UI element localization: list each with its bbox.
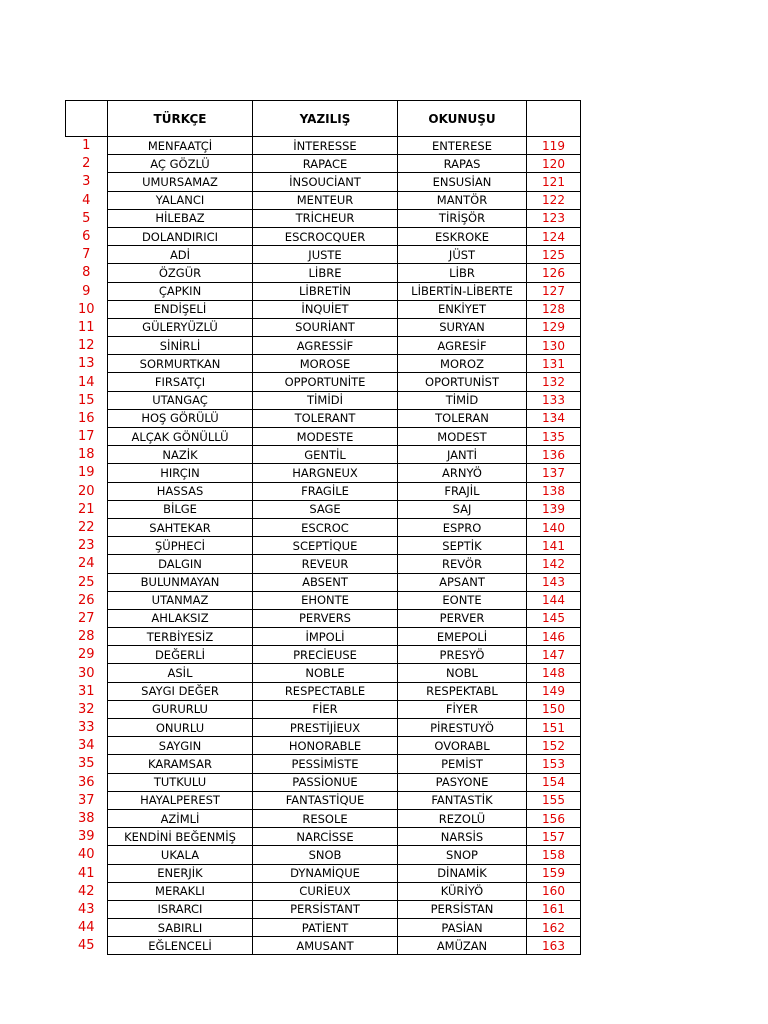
page-number: 130 [527, 337, 581, 355]
turkish-word: EĞLENCELİ [108, 937, 253, 955]
turkish-word: MENFAATÇİ [108, 137, 253, 155]
page-number: 139 [527, 500, 581, 518]
vocabulary-table [65, 100, 581, 955]
page-number: 163 [527, 937, 581, 955]
page-number: 131 [527, 355, 581, 373]
reading-word: PASİAN [398, 919, 527, 937]
reading-word: LİBERTİN-LİBERTE [398, 282, 527, 300]
reading-word: EONTE [398, 591, 527, 609]
turkish-word: DALGIN [108, 555, 253, 573]
row-number: 14 [77, 374, 95, 390]
turkish-word: SAHTEKAR [108, 518, 253, 536]
page-number: 148 [527, 664, 581, 682]
header-turkish: TÜRKÇE [108, 101, 253, 137]
turkish-word: ENERJİK [108, 864, 253, 882]
reading-word: PERVER [398, 609, 527, 627]
spelling-word: SNOB [253, 846, 398, 864]
turkish-word: TERBİYESİZ [108, 628, 253, 646]
page-number: 119 [527, 137, 581, 155]
row-number: 19 [77, 465, 95, 481]
row-number: 28 [77, 629, 95, 645]
spelling-word: SCEPTİQUE [253, 537, 398, 555]
page-number: 127 [527, 282, 581, 300]
reading-word: TOLERAN [398, 409, 527, 427]
page-number: 145 [527, 609, 581, 627]
reading-word: ENSUSİAN [398, 173, 527, 191]
row-number: 39 [77, 829, 95, 845]
turkish-word: HİLEBAZ [108, 209, 253, 227]
reading-word: MANTÖR [398, 191, 527, 209]
reading-word: APSANT [398, 573, 527, 591]
turkish-word: ALÇAK GÖNÜLLÜ [108, 428, 253, 446]
page-number: 153 [527, 755, 581, 773]
row-number: 43 [77, 901, 95, 917]
reading-word: AMÜZAN [398, 937, 527, 955]
header-spelling: YAZILIŞ [253, 101, 398, 137]
reading-word: DİNAMİK [398, 864, 527, 882]
page-number: 162 [527, 919, 581, 937]
reading-word: TİMİD [398, 391, 527, 409]
spelling-word: ESCROC [253, 518, 398, 536]
turkish-word: MERAKLI [108, 882, 253, 900]
turkish-word: SİNİRLİ [108, 337, 253, 355]
table-row [66, 373, 581, 391]
reading-word: SURYAN [398, 318, 527, 336]
table-row [66, 227, 581, 245]
turkish-word: HASSAS [108, 482, 253, 500]
table-row [66, 682, 581, 700]
header-page [527, 101, 581, 137]
reading-word: AGRESİF [398, 337, 527, 355]
spelling-word: DYNAMİQUE [253, 864, 398, 882]
table-row [66, 755, 581, 773]
row-number: 45 [77, 938, 95, 954]
turkish-word: FIRSATÇI [108, 373, 253, 391]
row-number: 13 [77, 356, 95, 372]
page-number: 120 [527, 155, 581, 173]
table-row [66, 882, 581, 900]
page-number: 141 [527, 537, 581, 555]
reading-word: PİRESTUYÖ [398, 719, 527, 737]
page-number: 152 [527, 737, 581, 755]
turkish-word: ENDİŞELİ [108, 300, 253, 318]
spelling-word: MODESTE [253, 428, 398, 446]
row-number: 6 [82, 229, 91, 245]
turkish-word: ONURLU [108, 719, 253, 737]
turkish-word: UKALA [108, 846, 253, 864]
reading-word: NOBL [398, 664, 527, 682]
turkish-word: HOŞ GÖRÜLÜ [108, 409, 253, 427]
page-number: 136 [527, 446, 581, 464]
table-row [66, 609, 581, 627]
spelling-word: İNQUİET [253, 300, 398, 318]
turkish-word: ÖZGÜR [108, 264, 253, 282]
turkish-word: AHLAKSIZ [108, 609, 253, 627]
spelling-word: PERVERS [253, 609, 398, 627]
turkish-word: HIRÇIN [108, 464, 253, 482]
table-row [66, 573, 581, 591]
row-number: 38 [77, 811, 95, 827]
page-number: 123 [527, 209, 581, 227]
reading-word: RESPEKTABL [398, 682, 527, 700]
table-row [66, 919, 581, 937]
page-number: 124 [527, 227, 581, 245]
turkish-word: ADİ [108, 246, 253, 264]
page-number: 140 [527, 518, 581, 536]
row-number: 34 [77, 738, 95, 754]
spelling-word: PERSİSTANT [253, 900, 398, 918]
reading-word: FRAJİL [398, 482, 527, 500]
page-number: 144 [527, 591, 581, 609]
table-row [66, 500, 581, 518]
row-number: 25 [77, 574, 95, 590]
table-row [66, 664, 581, 682]
reading-word: MODEST [398, 428, 527, 446]
row-number: 26 [77, 592, 95, 608]
spelling-word: FRAGİLE [253, 482, 398, 500]
spelling-word: RAPACE [253, 155, 398, 173]
row-number: 41 [77, 865, 95, 881]
turkish-word: UTANGAÇ [108, 391, 253, 409]
table-body [66, 137, 581, 955]
reading-word: REZOLÜ [398, 809, 527, 827]
page-number: 158 [527, 846, 581, 864]
row-number: 42 [77, 883, 95, 899]
table-row [66, 537, 581, 555]
page-number: 121 [527, 173, 581, 191]
row-number: 4 [82, 192, 91, 208]
turkish-word: UMURSAMAZ [108, 173, 253, 191]
reading-word: ESKROKE [398, 227, 527, 245]
row-number: 27 [77, 610, 95, 626]
row-number: 30 [77, 665, 95, 681]
spelling-word: HONORABLE [253, 737, 398, 755]
header-reading: OKUNUŞU [398, 101, 527, 137]
row-number: 36 [77, 774, 95, 790]
page-number: 128 [527, 300, 581, 318]
page-number: 157 [527, 828, 581, 846]
page-number: 160 [527, 882, 581, 900]
row-number: 7 [82, 247, 91, 263]
table-header [66, 101, 581, 137]
table-row [66, 337, 581, 355]
turkish-word: SORMURTKAN [108, 355, 253, 373]
table-row [66, 591, 581, 609]
table-row [66, 137, 581, 155]
reading-word: REVÖR [398, 555, 527, 573]
table-row [66, 628, 581, 646]
reading-word: OVORABL [398, 737, 527, 755]
table-row [66, 409, 581, 427]
turkish-word: NAZİK [108, 446, 253, 464]
table-row [66, 209, 581, 227]
spelling-word: RESPECTABLE [253, 682, 398, 700]
table-row [66, 809, 581, 827]
reading-word: MOROZ [398, 355, 527, 373]
table-row [66, 828, 581, 846]
spelling-word: PESSİMİSTE [253, 755, 398, 773]
table-row [66, 737, 581, 755]
reading-word: NARSİS [398, 828, 527, 846]
turkish-word: UTANMAZ [108, 591, 253, 609]
spelling-word: İNTERESSE [253, 137, 398, 155]
turkish-word: KARAMSAR [108, 755, 253, 773]
turkish-word: SAYGIN [108, 737, 253, 755]
row-number: 31 [77, 683, 95, 699]
reading-word: JANTİ [398, 446, 527, 464]
spelling-word: AMUSANT [253, 937, 398, 955]
page-number: 126 [527, 264, 581, 282]
reading-word: PASYONE [398, 773, 527, 791]
table-row [66, 791, 581, 809]
turkish-word: ŞÜPHECİ [108, 537, 253, 555]
table-row [66, 428, 581, 446]
reading-word: EMEPOLİ [398, 628, 527, 646]
reading-word: ESPRO [398, 518, 527, 536]
header-number [66, 101, 108, 137]
turkish-word: BULUNMAYAN [108, 573, 253, 591]
row-number: 10 [77, 301, 95, 317]
spelling-word: FANTASTİQUE [253, 791, 398, 809]
turkish-word: AZİMLİ [108, 809, 253, 827]
reading-word: SAJ [398, 500, 527, 518]
reading-word: PEMİST [398, 755, 527, 773]
table-row [66, 155, 581, 173]
row-number: 24 [77, 556, 95, 572]
turkish-word: GÜLERYÜZLÜ [108, 318, 253, 336]
table-row [66, 464, 581, 482]
spelling-word: İMPOLİ [253, 628, 398, 646]
spelling-word: GENTİL [253, 446, 398, 464]
table-row [66, 864, 581, 882]
reading-word: PRESYÖ [398, 646, 527, 664]
reading-word: ENTERESE [398, 137, 527, 155]
table-row [66, 700, 581, 718]
table-row [66, 300, 581, 318]
page-number: 122 [527, 191, 581, 209]
row-number: 16 [77, 410, 95, 426]
table-row [66, 173, 581, 191]
reading-word: OPORTUNİST [398, 373, 527, 391]
spelling-word: TİMİDİ [253, 391, 398, 409]
page-number: 132 [527, 373, 581, 391]
reading-word: PERSİSTAN [398, 900, 527, 918]
table-row [66, 518, 581, 536]
turkish-word: HAYALPEREST [108, 791, 253, 809]
row-number: 29 [77, 647, 95, 663]
row-number: 17 [77, 429, 95, 445]
table-row [66, 937, 581, 955]
row-number: 40 [77, 847, 95, 863]
spelling-word: PRECİEUSE [253, 646, 398, 664]
spelling-word: PASSİONUE [253, 773, 398, 791]
page-number: 138 [527, 482, 581, 500]
turkish-word: KENDİNİ BEĞENMİŞ [108, 828, 253, 846]
turkish-word: ASİL [108, 664, 253, 682]
table-row [66, 773, 581, 791]
reading-word: LİBR [398, 264, 527, 282]
table-row [66, 282, 581, 300]
reading-word: FANTASTİK [398, 791, 527, 809]
spelling-word: TRİCHEUR [253, 209, 398, 227]
turkish-word: DOLANDIRICI [108, 227, 253, 245]
page-number: 149 [527, 682, 581, 700]
spelling-word: REVEUR [253, 555, 398, 573]
row-number: 3 [82, 174, 91, 190]
reading-word: RAPAS [398, 155, 527, 173]
spelling-word: JUSTE [253, 246, 398, 264]
spelling-word: SOURİANT [253, 318, 398, 336]
spelling-word: PRESTİJİEUX [253, 719, 398, 737]
page-number: 143 [527, 573, 581, 591]
spelling-word: TOLERANT [253, 409, 398, 427]
row-number: 1 [82, 138, 91, 154]
spelling-word: SAGE [253, 500, 398, 518]
reading-word: TİRİŞÖR [398, 209, 527, 227]
table-row [66, 719, 581, 737]
row-number: 23 [77, 538, 95, 554]
spelling-word: PATİENT [253, 919, 398, 937]
reading-word: SNOP [398, 846, 527, 864]
reading-word: SEPTİK [398, 537, 527, 555]
row-number: 5 [82, 210, 91, 226]
reading-word: KÜRİYÖ [398, 882, 527, 900]
row-number: 32 [77, 701, 95, 717]
turkish-word: SABIRLI [108, 919, 253, 937]
spelling-word: EHONTE [253, 591, 398, 609]
page-number: 150 [527, 700, 581, 718]
table-row [66, 191, 581, 209]
spelling-word: AGRESSİF [253, 337, 398, 355]
page-number: 151 [527, 719, 581, 737]
table-row [66, 318, 581, 336]
spelling-word: MOROSE [253, 355, 398, 373]
table-row [66, 391, 581, 409]
table-row [66, 646, 581, 664]
spelling-word: NARCİSSE [253, 828, 398, 846]
page-number: 156 [527, 809, 581, 827]
turkish-word: ÇAPKIN [108, 282, 253, 300]
row-number: 22 [77, 520, 95, 536]
page-number: 134 [527, 409, 581, 427]
row-number: 12 [77, 338, 95, 354]
page-number: 142 [527, 555, 581, 573]
page-number: 161 [527, 900, 581, 918]
reading-word: ARNYÖ [398, 464, 527, 482]
spelling-word: HARGNEUX [253, 464, 398, 482]
turkish-word: GURURLU [108, 700, 253, 718]
turkish-word: TUTKULU [108, 773, 253, 791]
turkish-word: SAYGI DEĞER [108, 682, 253, 700]
spelling-word: NOBLE [253, 664, 398, 682]
turkish-word: ISRARCI [108, 900, 253, 918]
spelling-word: OPPORTUNİTE [253, 373, 398, 391]
spelling-word: ESCROCQUER [253, 227, 398, 245]
reading-word: ENKİYET [398, 300, 527, 318]
row-number: 20 [77, 483, 95, 499]
reading-word: FİYER [398, 700, 527, 718]
table-row [66, 482, 581, 500]
spelling-word: LİBRE [253, 264, 398, 282]
table-row [66, 246, 581, 264]
page-number: 159 [527, 864, 581, 882]
page-number: 129 [527, 318, 581, 336]
turkish-word: AÇ GÖZLÜ [108, 155, 253, 173]
row-number: 21 [77, 501, 95, 517]
spelling-word: İNSOUCİANT [253, 173, 398, 191]
turkish-word: BİLGE [108, 500, 253, 518]
table-row [66, 900, 581, 918]
table-row [66, 355, 581, 373]
page-number: 147 [527, 646, 581, 664]
reading-word: JÜST [398, 246, 527, 264]
row-number: 37 [77, 792, 95, 808]
page-number: 125 [527, 246, 581, 264]
turkish-word: DEĞERLİ [108, 646, 253, 664]
row-number: 18 [77, 447, 95, 463]
table-row [66, 446, 581, 464]
spelling-word: FİER [253, 700, 398, 718]
page-number: 154 [527, 773, 581, 791]
table-row [66, 555, 581, 573]
spelling-word: MENTEUR [253, 191, 398, 209]
row-number: 33 [77, 720, 95, 736]
row-number: 11 [77, 319, 95, 335]
table-row [66, 846, 581, 864]
row-number: 8 [82, 265, 91, 281]
page-number: 137 [527, 464, 581, 482]
row-number: 15 [77, 392, 95, 408]
row-number: 2 [82, 156, 91, 172]
page-number: 135 [527, 428, 581, 446]
row-number: 35 [77, 756, 95, 772]
spelling-word: LİBRETİN [253, 282, 398, 300]
page-number: 146 [527, 628, 581, 646]
spelling-word: ABSENT [253, 573, 398, 591]
row-number: 44 [77, 920, 95, 936]
spelling-word: RESOLE [253, 809, 398, 827]
row-number: 9 [82, 283, 91, 299]
page-number: 155 [527, 791, 581, 809]
header-row [66, 101, 581, 137]
page-number: 133 [527, 391, 581, 409]
turkish-word: YALANCI [108, 191, 253, 209]
spelling-word: CURİEUX [253, 882, 398, 900]
table-row [66, 264, 581, 282]
